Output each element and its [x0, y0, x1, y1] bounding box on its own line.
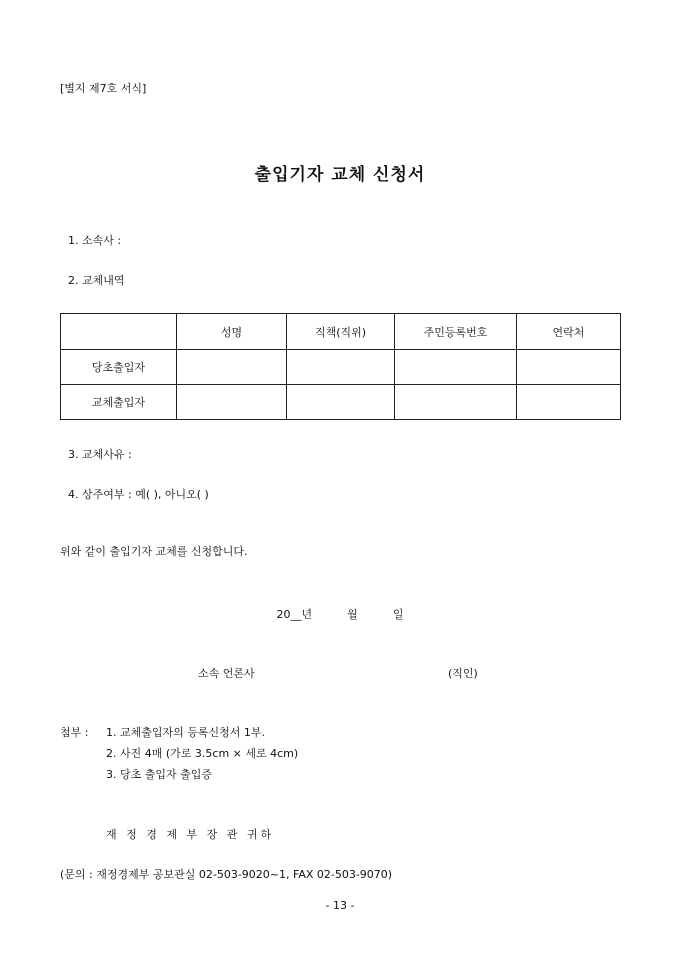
document-title: 출입기자 교체 신청서 [254, 165, 426, 185]
change-details-heading: 2. 교체내역 [68, 274, 125, 287]
table-cell [395, 385, 517, 420]
table-cell [517, 350, 621, 385]
official-seal-label: (직인) [448, 667, 478, 680]
table-cell [287, 385, 395, 420]
table-header-cell: 성명 [177, 314, 287, 350]
affiliation-field: 1. 소속사 : [68, 234, 122, 247]
table-cell [287, 350, 395, 385]
date-line [0, 606, 680, 622]
table-cell [517, 385, 621, 420]
attachments-label: 첨부 : [60, 726, 89, 739]
table-header-cell: 직책(직위) [287, 314, 395, 350]
row-label-replacement-reporter: 교체출입자 [61, 385, 177, 420]
attachment-item: 2. 사진 4매 (가로 3.5cm × 세로 4cm) [106, 747, 299, 760]
date-year: 20__년 [276, 608, 313, 621]
form-number-label: [별지 제7호 서식] [60, 82, 147, 95]
contact-info: (문의 : 재정경제부 공보관실 02-503-9020~1, FAX 02-503-9070) [60, 868, 393, 881]
table-row [61, 385, 621, 420]
table-row [61, 350, 621, 385]
table-cell [395, 350, 517, 385]
press-affiliation-label: 소속 언론사 [198, 667, 255, 680]
attachment-item: 1. 교체출입자의 등록신청서 1부. [106, 726, 265, 739]
attachment-item: 3. 당초 출입자 출입증 [106, 768, 212, 781]
date-month: 월 [347, 608, 358, 621]
table-cell [177, 350, 287, 385]
addressee: 재 정 경 제 부 장 관 귀하 [106, 828, 275, 841]
table-header-cell [61, 314, 177, 350]
change-details-table [60, 313, 621, 420]
row-label-original-reporter: 당초출입자 [61, 350, 177, 385]
page-number: - 13 - [325, 899, 355, 912]
resident-status-field: 4. 상주여부 : 예( ), 아니오( ) [68, 488, 209, 501]
table-header-cell: 주민등록번호 [395, 314, 517, 350]
declaration-text: 위와 같이 출입기자 교체를 신청합니다. [60, 545, 248, 558]
date-day: 일 [392, 608, 404, 621]
table-header-row [61, 314, 621, 350]
table-cell [177, 385, 287, 420]
reason-field: 3. 교체사유 : [68, 448, 132, 461]
table-header-cell: 연락처 [517, 314, 621, 350]
